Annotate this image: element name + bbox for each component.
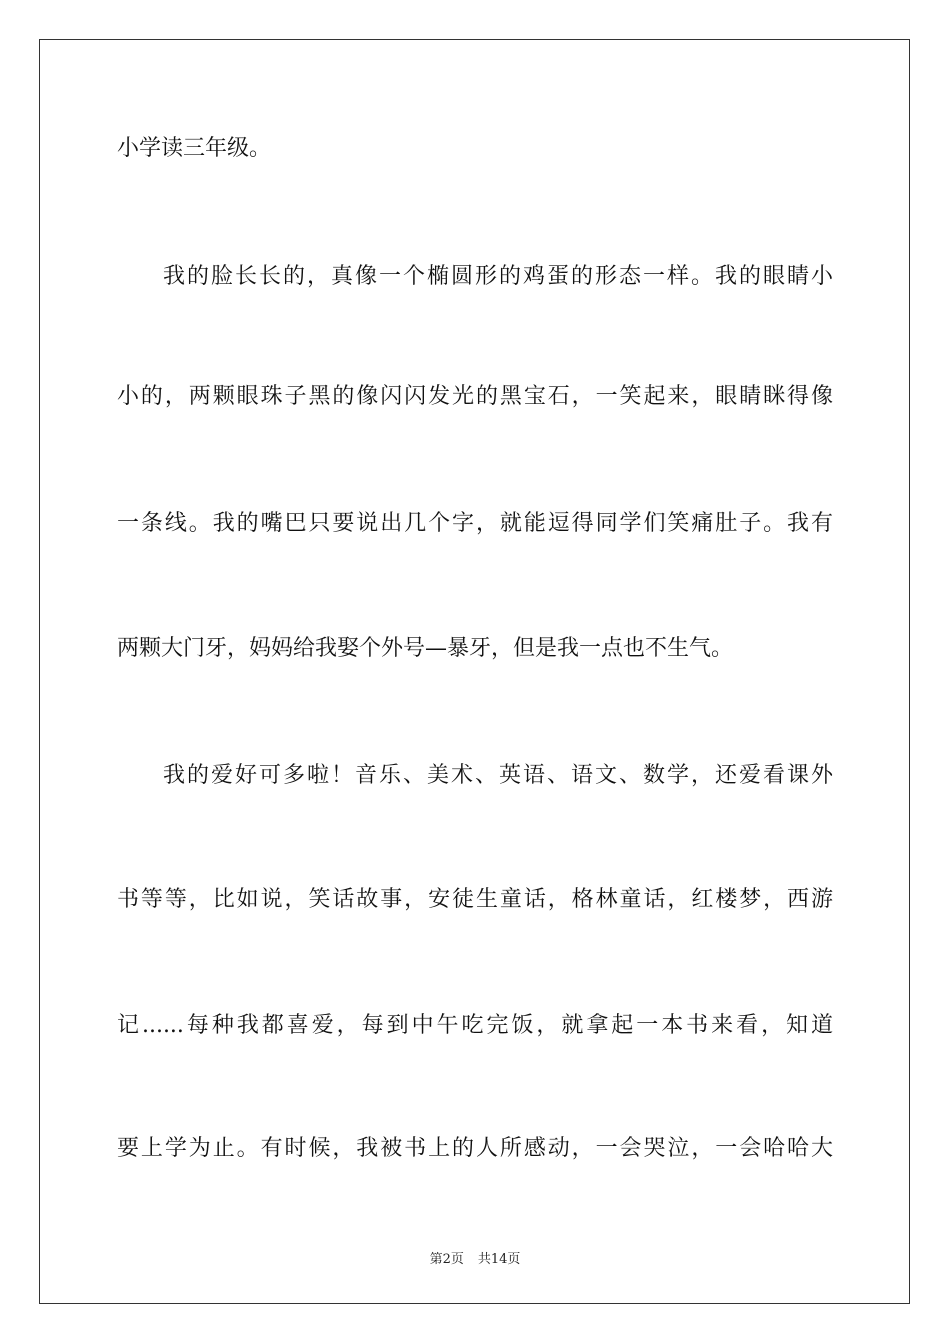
text-line-6: 我的爱好可多啦！音乐、美术、英语、语文、数学，还爱看课外 (163, 763, 833, 788)
text-line-7: 书等等，比如说，笑话故事，安徒生童话，格林童话，红楼梦，西游 (117, 887, 833, 912)
page-footer (0, 1248, 950, 1267)
page-border (39, 39, 910, 1304)
text-line-1: 小学读三年级。 (117, 136, 272, 161)
text-line-3: 小的，两颗眼珠子黑的像闪闪发光的黑宝石，一笑起来，眼睛眯得像 (117, 384, 833, 409)
text-line-9: 要上学为止。有时候，我被书上的人所感动，一会哭泣，一会哈哈大 (117, 1136, 833, 1161)
text-line-4: 一条线。我的嘴巴只要说出几个字，就能逗得同学们笑痛肚子。我有 (117, 511, 833, 536)
text-line-2: 我的脸长长的，真像一个椭圆形的鸡蛋的形态一样。我的眼睛小 (163, 264, 833, 289)
page-total: 共14页 (477, 1252, 521, 1267)
text-line-8: 记......每种我都喜爱，每到中午吃完饭，就拿起一本书来看，知道 (117, 1013, 833, 1038)
text-line-5: 两颗大门牙，妈妈给我娶个外号—暴牙，但是我一点也不生气。 (117, 636, 734, 661)
page-number: 第2页 (429, 1252, 464, 1267)
